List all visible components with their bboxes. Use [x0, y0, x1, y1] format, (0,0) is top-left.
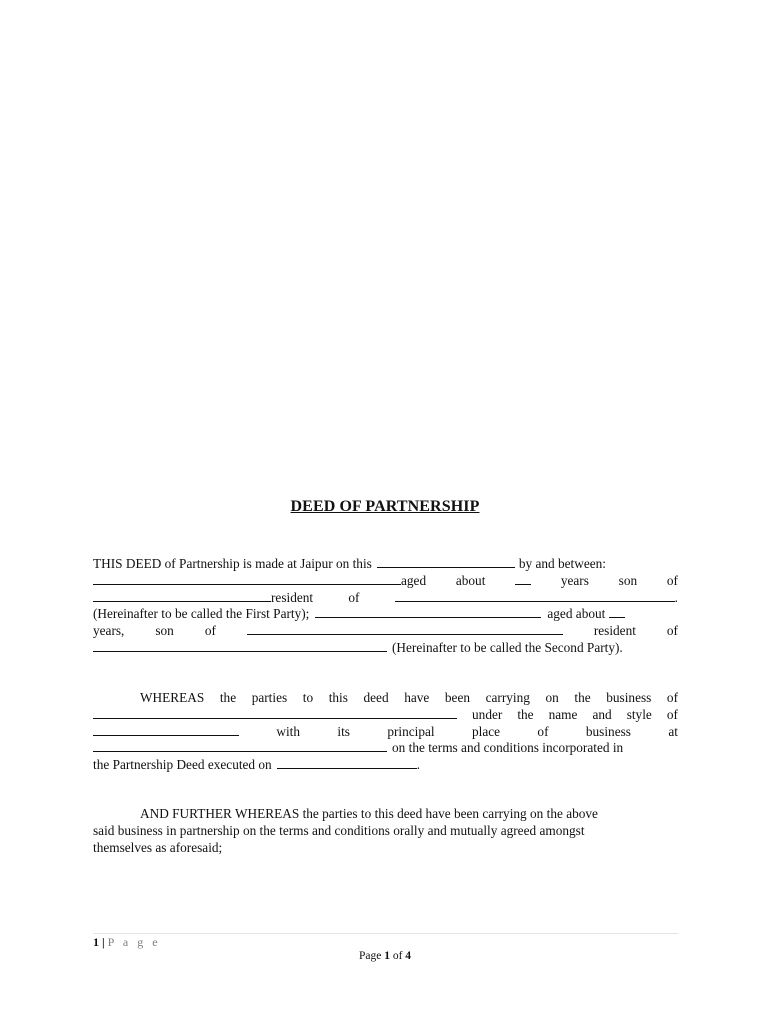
whereas-word: parties: [251, 690, 288, 705]
whereas-word: of: [666, 706, 678, 722]
deed-date-blank[interactable]: [277, 757, 417, 769]
page-count-prefix: Page: [358, 950, 382, 962]
whereas-word: on: [545, 690, 559, 705]
document-title: DEED OF PARTNERSHIP: [290, 498, 480, 515]
intro-text: (Hereinafter to be called the First Party);: [93, 606, 310, 622]
intro-text: son: [618, 572, 638, 588]
whereas-word: to: [302, 690, 314, 705]
intro-text: THIS DEED of Partnership is made at Jaipur on this: [93, 556, 372, 571]
whereas-word: of: [666, 690, 678, 705]
whereas-paragraph: [93, 690, 678, 774]
whereas-text: .: [416, 757, 421, 773]
whereas-word: been: [444, 690, 471, 705]
whereas-text: the Partnership Deed executed on: [93, 757, 272, 773]
whereas-word: under: [472, 706, 503, 722]
whereas-word: the: [574, 690, 591, 705]
footer-divider: [93, 933, 678, 934]
first-party-father-blank[interactable]: [93, 590, 271, 602]
whereas-word: this: [328, 690, 348, 705]
second-party-address-blank[interactable]: [93, 640, 387, 652]
second-party-father-blank[interactable]: [247, 623, 563, 635]
intro-text: about: [455, 572, 486, 588]
whereas-line-2: [93, 707, 678, 724]
whereas-word: deed: [363, 690, 389, 705]
whereas-line-5: [93, 757, 678, 774]
second-party-name-blank[interactable]: [315, 606, 541, 618]
intro-text: resident: [593, 623, 636, 639]
whereas-word: the: [517, 706, 534, 722]
whereas-word: name: [548, 706, 578, 722]
intro-text: of: [666, 623, 678, 639]
intro-paragraph: [93, 556, 678, 657]
footer-page-number: [93, 935, 161, 950]
whereas-word: place: [471, 723, 501, 739]
whereas-word: have: [404, 690, 430, 705]
intro-text: son: [155, 623, 174, 639]
intro-line-1: [93, 556, 678, 573]
further-whereas-paragraph: [93, 806, 678, 856]
whereas-word: at: [668, 723, 678, 739]
intro-text: by and between:: [518, 556, 606, 571]
intro-line-5: [93, 623, 678, 640]
first-party-age-blank[interactable]: [515, 573, 531, 585]
intro-text: of: [666, 572, 678, 588]
whereas-word: the: [219, 690, 237, 705]
footer-separator: |: [102, 935, 105, 949]
further-text: themselves as aforesaid;: [93, 839, 223, 855]
page-count-total: 4: [405, 950, 412, 962]
intro-line-4: [93, 606, 678, 623]
whereas-word: carrying: [485, 690, 530, 705]
further-text: said business in partnership on the terms and conditions orally and mutually agreed amongst: [93, 822, 585, 838]
whereas-word: business: [585, 723, 631, 739]
whereas-word: style: [626, 706, 652, 722]
intro-text: aged: [401, 572, 427, 588]
whereas-word: principal: [387, 723, 435, 739]
whereas-text: on the terms and conditions incorporated in: [392, 740, 624, 756]
business-nature-blank[interactable]: [93, 707, 457, 719]
whereas-word: WHEREAS: [140, 690, 205, 705]
whereas-word: business: [606, 690, 652, 705]
intro-line-2: [93, 573, 678, 590]
whereas-word: its: [337, 723, 350, 739]
intro-text: years,: [93, 623, 125, 639]
page-count-current: 1: [384, 950, 390, 962]
further-line-3: [93, 840, 678, 857]
whereas-line-4: [93, 740, 678, 757]
whereas-line-1: [93, 690, 678, 707]
intro-line-3: [93, 590, 678, 607]
further-line-2: [93, 823, 678, 840]
intro-text: years: [560, 572, 589, 588]
page-count: [0, 950, 770, 962]
firm-name-blank[interactable]: [93, 724, 239, 736]
intro-text: .: [674, 589, 678, 605]
footer-page-label: P a g e: [107, 935, 161, 949]
first-party-name-blank[interactable]: [93, 573, 401, 585]
intro-text: of: [348, 589, 360, 605]
footer-page-num: 1: [93, 935, 99, 949]
business-address-blank[interactable]: [93, 740, 387, 752]
second-party-age-blank[interactable]: [609, 606, 625, 618]
intro-text: of: [204, 623, 216, 639]
date-blank[interactable]: [377, 556, 515, 568]
further-line-1: [93, 806, 678, 823]
intro-line-6: [93, 640, 678, 657]
whereas-word: and: [592, 706, 612, 722]
whereas-word: with: [276, 723, 301, 739]
intro-text: resident: [271, 589, 314, 605]
page-count-of: of: [392, 950, 403, 962]
intro-text: aged about: [547, 606, 606, 622]
intro-text: (Hereinafter to be called the Second Party).: [392, 639, 623, 655]
whereas-line-3: [93, 724, 678, 741]
first-party-address-blank[interactable]: [395, 590, 675, 602]
whereas-word: of: [537, 723, 549, 739]
further-text: AND FURTHER WHEREAS the parties to this deed have been carrying on the above: [140, 806, 598, 821]
